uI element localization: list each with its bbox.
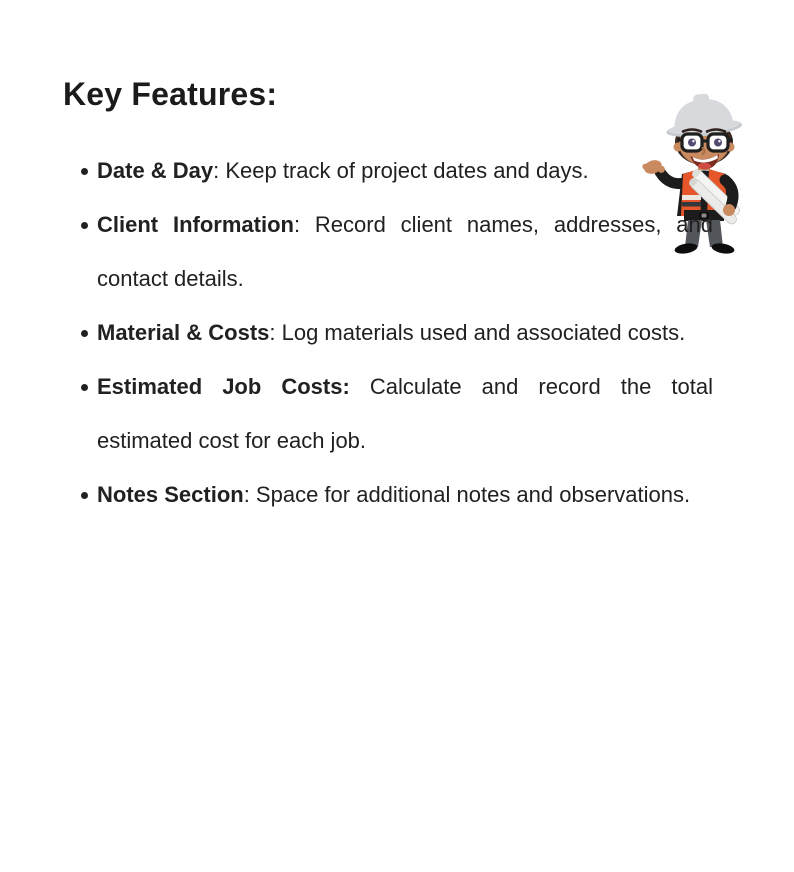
feature-label: Notes Section	[97, 482, 244, 507]
feature-text: : Space for additional notes and observations.	[243, 482, 691, 507]
feature-label: Material & Costs	[97, 320, 270, 345]
feature-label: Date & Day	[97, 158, 214, 183]
feature-text: : Keep track of project dates and days.	[213, 158, 589, 183]
feature-text: Calculate and record the total estimated cost for each job.	[97, 374, 713, 453]
key-features-page	[0, 78, 794, 872]
feature-text: : Log materials used and associated costs.	[269, 320, 686, 345]
hard-hat-icon	[663, 92, 743, 140]
list-item-estimated-job-costs	[97, 360, 713, 468]
feature-label: Estimated Job Costs:	[97, 374, 350, 399]
feature-text: : Record client names, addresses, and contact details.	[97, 212, 714, 291]
list-item-client-information	[97, 198, 713, 306]
list-item-material-costs	[97, 306, 713, 360]
list-item-notes-section	[97, 468, 713, 522]
list-item-date-day	[97, 144, 713, 198]
features-list	[97, 144, 713, 522]
feature-label: Client Information	[97, 212, 294, 237]
page-title: Key Features:	[63, 76, 278, 112]
